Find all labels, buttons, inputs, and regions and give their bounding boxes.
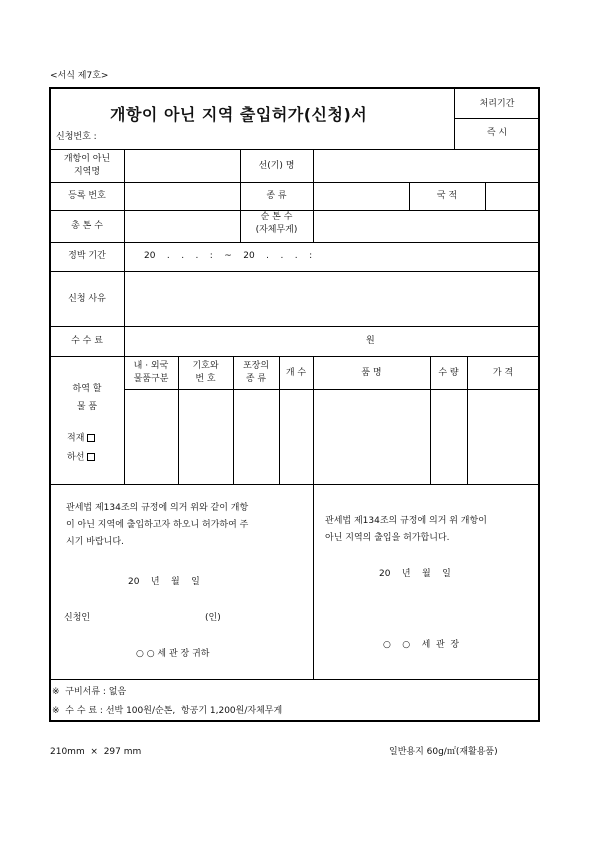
divider xyxy=(124,389,539,390)
type-label: 종 류 xyxy=(266,191,287,201)
anchorage-period-label: 정박 기간 xyxy=(68,251,106,261)
applicant-label: 신청인 xyxy=(64,613,91,623)
nationality-label: 국 적 xyxy=(436,191,458,201)
application-date: 20 년 월 일 xyxy=(128,577,200,587)
application-addressee: ○ ○ 세 관 장 귀하 xyxy=(136,649,210,659)
paper-type: 일반용지 60g/㎡(재활용품) xyxy=(389,747,498,757)
fee-label: 수 수 료 xyxy=(71,336,103,346)
permit-signer: ○ ○ 세 관 장 xyxy=(383,640,460,650)
application-number-label: 신청번호 : xyxy=(56,132,97,142)
page-title: 개항이 아닌 지역 출입허가(신청)서 xyxy=(110,105,368,124)
divider xyxy=(485,183,486,210)
paper-size: 210mm × 297 mm xyxy=(50,747,142,757)
applicant-seal: (인) xyxy=(205,613,221,623)
ship-name-label: 선(기) 명 xyxy=(258,161,295,171)
reason-label: 신청 사유 xyxy=(68,294,106,304)
cargo-section-label: 하역 할 물 품 xyxy=(72,384,102,412)
application-text: 관세법 제134조의 규정에 의거 위와 같이 개항 이 아닌 지역에 출입하고자 하오니 허가하여 주 시기 바랍니다. xyxy=(66,503,249,547)
loading-checkbox[interactable]: 적재 xyxy=(67,434,95,444)
anchorage-period-value: 20 . . . : ~ 20 . . . : xyxy=(144,251,313,261)
col-packaging: 포장의 종 류 xyxy=(242,361,270,384)
processing-period-value: 즉 시 xyxy=(486,128,508,138)
col-price: 가 격 xyxy=(492,368,514,378)
divider xyxy=(50,679,539,680)
col-item-name: 품 명 xyxy=(361,368,382,378)
permit-date: 20 년 월 일 xyxy=(379,569,451,579)
col-count: 개 수 xyxy=(285,368,307,378)
processing-period-label: 처리기간 xyxy=(479,99,515,109)
permit-text: 관세법 제134조의 규정에 의거 위 개항이 아닌 지역의 출입을 허가합니다. xyxy=(325,516,487,543)
divider xyxy=(50,484,539,485)
col-domestic-foreign: 내 · 외국 물품구분 xyxy=(133,361,169,384)
note-fees: ※ 수 수 료 : 선박 100원/순톤, 항공기 1,200원/자체무게 xyxy=(52,706,283,716)
col-quantity: 수 량 xyxy=(438,368,459,378)
form-number: <서식 제7호> xyxy=(50,71,109,81)
col-symbol-number: 기호와 번 호 xyxy=(192,361,219,384)
divider xyxy=(124,150,125,484)
note-documents: ※ 구비서류 : 없음 xyxy=(52,687,127,697)
fee-unit: 원 xyxy=(366,336,375,346)
divider xyxy=(313,485,314,679)
unloading-checkbox[interactable]: 하선 xyxy=(67,453,95,463)
net-tonnage-label: 순 톤 수 (자체무게) xyxy=(255,212,298,235)
divider xyxy=(455,118,539,119)
non-port-area-label: 개항이 아닌 지역명 xyxy=(63,154,111,177)
registration-label: 등록 번호 xyxy=(68,191,106,201)
divider xyxy=(313,150,314,242)
gross-tonnage-label: 총 톤 수 xyxy=(71,221,103,231)
